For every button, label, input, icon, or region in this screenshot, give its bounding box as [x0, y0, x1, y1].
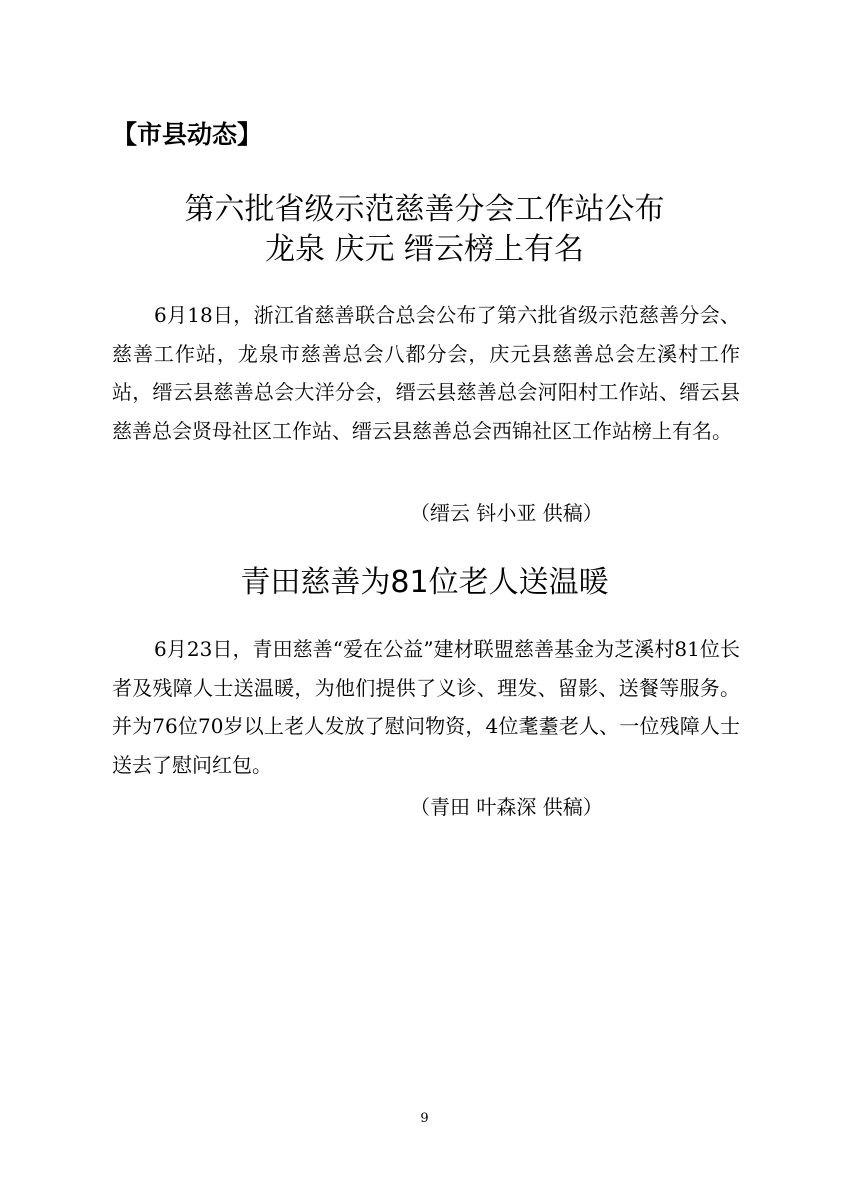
- page-number: 9: [420, 1111, 429, 1126]
- article1-title-line2: 龙泉 庆元 缙云榜上有名: [264, 232, 585, 267]
- article2-body: 6月23日，青田慈善“爱在公益”建材联盟慈善基金为芝溪村81位长者及残障人士送温暖，为他们提供了义诊、理发、留影、送餐等服务。并为76位70岁以上老人发放了慰问物资，4位耄耋老人、一位残障人士送去了慰问红包。: [112, 637, 740, 777]
- article2-title: 青田慈善为81位老人送温暖: [240, 565, 609, 600]
- article1-credit: （缙云 钭小亚 供稿）: [410, 501, 603, 525]
- section-tag: 【市县动态】: [112, 120, 263, 149]
- article1-body: 6月18日，浙江省慈善联合总会公布了第六批省级示范慈善分会、慈善工作站，龙泉市慈善总会八都分会，庆元县慈善总会左溪村工作站，缙云县慈善总会大洋分会，缙云县慈善总会河阳村工作站、缙云县慈善总会贤母社区工作站、缙云县慈善总会西锦社区工作站榜上有名。: [112, 303, 740, 443]
- article1-title-line1: 第六批省级示范慈善分会工作站公布: [184, 192, 665, 227]
- article2-credit: （青田 叶森深 供稿）: [410, 795, 603, 819]
